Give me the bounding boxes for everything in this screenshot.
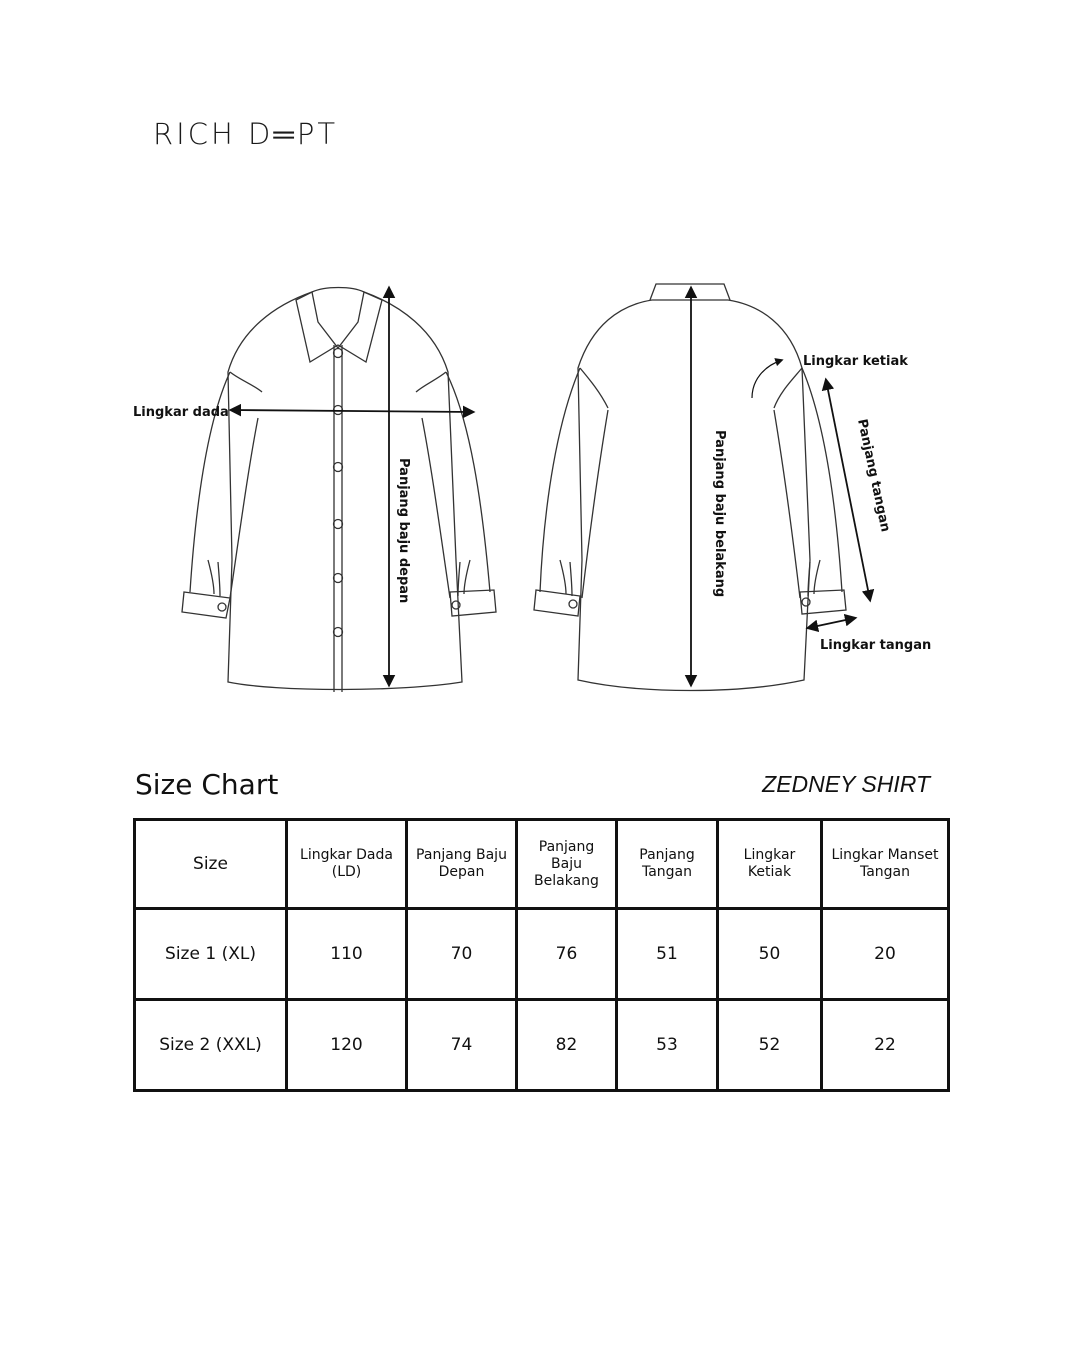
cell-back-length: 82: [517, 1000, 617, 1091]
front-shirt-drawing: [182, 288, 496, 693]
cell-sleeve-length: 51: [617, 909, 718, 1000]
brand-logo: RICH D═PT: [153, 117, 339, 151]
header-cuff: Lingkar Manset Tangan: [822, 820, 949, 909]
cell-cuff: 20: [822, 909, 949, 1000]
back-shirt-drawing: [534, 284, 846, 691]
label-back-length: Panjang baju belakang: [712, 430, 727, 598]
cell-sleeve-length: 53: [617, 1000, 718, 1091]
header-armhole: Lingkar Ketiak: [718, 820, 822, 909]
header-size: Size: [135, 820, 287, 909]
header-sleeve-length: Panjang Tangan: [617, 820, 718, 909]
header-chest: Lingkar Dada (LD): [287, 820, 407, 909]
table-row: [135, 909, 949, 1000]
header-front-length: Panjang Baju Depan: [407, 820, 517, 909]
product-name: ZEDNEY SHIRT: [762, 771, 930, 797]
cell-front-length: 70: [407, 909, 517, 1000]
label-cuff: Lingkar tangan: [820, 638, 932, 653]
cell-back-length: 76: [517, 909, 617, 1000]
header-back-length: Panjang Baju Belakang: [517, 820, 617, 909]
label-armhole: Lingkar ketiak: [803, 354, 908, 369]
cell-armhole: 50: [718, 909, 822, 1000]
size-chart-title: Size Chart: [135, 768, 279, 801]
cell-size: Size 2 (XXL): [135, 1000, 287, 1091]
cell-chest: 120: [287, 1000, 407, 1091]
cell-cuff: 22: [822, 1000, 949, 1091]
label-chest: Lingkar dada: [133, 405, 229, 420]
label-front-length: Panjang baju depan: [396, 458, 411, 604]
cell-chest: 110: [287, 909, 407, 1000]
table-row: [135, 1000, 949, 1091]
armhole-curved-arrow: [752, 360, 782, 398]
cell-front-length: 74: [407, 1000, 517, 1091]
cell-armhole: 52: [718, 1000, 822, 1091]
table-header-row: [135, 820, 949, 909]
label-sleeve-length: Panjang tangan: [854, 417, 893, 534]
size-table: [133, 818, 950, 1092]
cell-size: Size 1 (XL): [135, 909, 287, 1000]
